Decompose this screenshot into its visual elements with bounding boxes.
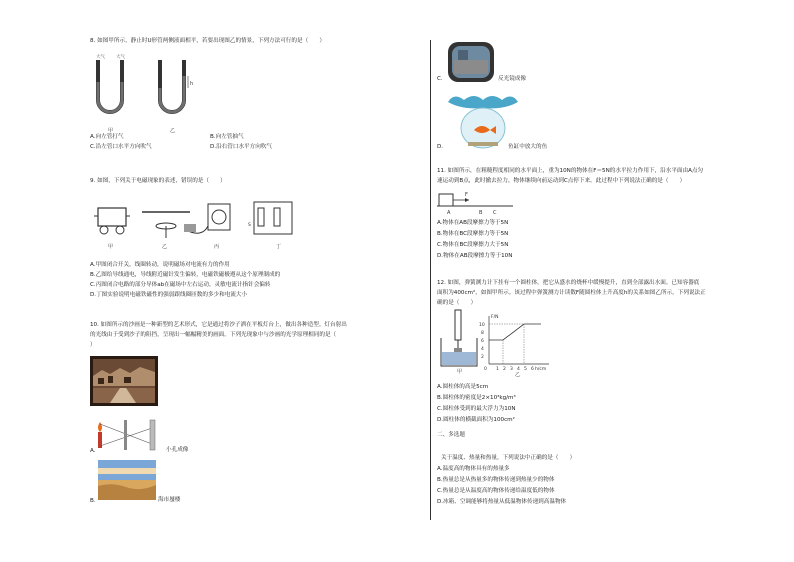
q13-option-b: B.热量总是从热量多的物体传递到热量少的物体 <box>437 477 555 483</box>
fig12-label-yi: 乙 <box>515 372 521 378</box>
mirage-image <box>98 460 156 500</box>
air-label-left: 大气 <box>96 55 105 60</box>
q10-stem-line2: 的光线由于受到沙子的阻挡，呈现出一幅幅精美的画面。下列光现象中与沙画的光学原理相同的是（ <box>90 332 337 338</box>
xtick-4: 4 <box>517 367 520 372</box>
section-multi-choice-heading: 二、多选题 <box>437 432 465 438</box>
graph-xlabel: h/cm <box>535 367 547 372</box>
point-a-label: A <box>447 210 451 216</box>
q11-option-c: C.物体在BC段摩擦力大于5N <box>437 242 509 248</box>
q12-stem-line2: 面积为400cm²，如图甲所示。该过程中弹簧测力计读数F随圆柱体上升高度h的关系如图乙所示，下列说法正 <box>437 290 706 296</box>
q13-option-a: A.温度高的物体具有的热量多 <box>437 466 510 472</box>
q11-option-a: A.物体在AB段摩擦力等于5N <box>437 220 509 226</box>
xtick-3: 3 <box>510 367 513 372</box>
q13-option-c: C.热量总是从温度高的物体传递给温度低的物体 <box>437 488 555 494</box>
svg-text:S: S <box>248 223 251 228</box>
q12-option-d: D.圆柱体的横截面积为100cm² <box>437 417 515 423</box>
q12-option-a: A.圆柱体的高是5cm <box>437 384 489 390</box>
point-b-label: B <box>479 210 483 216</box>
fishbowl-image <box>444 92 522 150</box>
ytick-4: 4 <box>481 347 484 352</box>
ytick-8: 8 <box>481 331 484 336</box>
q10-option-a-letter: A. <box>90 448 96 454</box>
q10-option-c-caption: 反光镜成像 <box>498 76 526 82</box>
sand-painting-image <box>90 356 158 406</box>
force-label: F <box>465 192 468 198</box>
graph-origin: 0 <box>484 367 487 372</box>
q8-option-a: A.向左管打气 <box>90 134 124 140</box>
fig9-label-bing: 丙 <box>214 244 220 250</box>
electromagnetism-figures <box>90 190 330 252</box>
q9-option-d: D.丁图实验说明电磁铁磁性的强弱跟线圈匝数的多少和电流大小 <box>90 292 248 298</box>
q9-option-a: A.甲图闭合开关，线圈转动，说明磁场对电流有力的作用 <box>90 262 230 268</box>
ytick-6: 6 <box>481 339 484 344</box>
h-label: h <box>190 81 194 87</box>
q13-option-d: D.冰箱、空调能够将热量从低温物体传递到高温物体 <box>437 499 567 505</box>
mirror-image <box>448 42 494 82</box>
q10-option-d-letter: D. <box>437 144 444 150</box>
q12-stem-line1: 12. 如图，弹簧测力计下挂有一个圆柱体，把它从盛水的烧杯中缓慢提升，直到全部露出水面。已知容器底 <box>437 280 700 286</box>
xtick-5: 5 <box>524 367 527 372</box>
q11-option-d: D.物体在AB段摩擦力等于10N <box>437 253 513 259</box>
fig9-label-ding: 丁 <box>276 244 282 250</box>
pinhole-imaging-image <box>90 416 170 454</box>
q10-option-d-caption: 鱼缸中放大的鱼 <box>508 144 548 150</box>
q10-stem-line1: 10. 如图所示的沙画是一种新型的艺术形式，它是通过将沙子洒在平板灯台上，做出各种造型。灯台射出 <box>90 322 347 328</box>
q8-option-c: C.沿左管口水平方向吹气 <box>90 144 152 150</box>
fig12-label-jia: 甲 <box>457 369 463 374</box>
fig9-label-jia: 甲 <box>108 244 114 250</box>
q8-option-b: B.向左管抽气 <box>210 134 244 140</box>
q10-option-a-caption: 小孔成像 <box>166 447 189 453</box>
q8-option-d: D.沿右管口水平方向吹气 <box>210 144 273 150</box>
graph-ylabel: F/N <box>491 315 499 320</box>
xtick-6: 6 <box>531 367 534 372</box>
column-divider <box>430 40 431 520</box>
q9-stem: 9. 如图，下列关于电磁现象的表述，错误的是（ ） <box>90 178 226 184</box>
ytick-2: 2 <box>481 355 484 360</box>
point-c-label: C <box>493 210 497 216</box>
q10-option-b-letter: B. <box>90 498 96 504</box>
q13-stem: 关于温度、热量和热量，下列说法中正确的是（ ） <box>441 455 576 461</box>
q8-stem: 8. 如图甲所示，静止时U形管两侧液面相平，若要出现图乙的情景，下列方法可行的是（ ） <box>90 38 325 44</box>
u-tube-figure <box>90 52 210 144</box>
q12-option-b: B.圆柱体的密度是2×10³kg/m³ <box>437 395 516 401</box>
fig9-label-yi: 乙 <box>162 244 168 250</box>
xtick-1: 1 <box>496 367 499 372</box>
q10-stem-line3: ） <box>90 342 96 348</box>
fig-label-yi: 乙 <box>170 128 176 134</box>
fig-label-jia: 甲 <box>108 128 114 134</box>
friction-figure <box>437 188 517 216</box>
xtick-2: 2 <box>503 367 506 372</box>
q10-option-c-letter: C. <box>437 76 443 82</box>
q10-option-b-caption: 海市蜃楼 <box>158 497 181 503</box>
q9-option-b: B.乙图给导线通电，导线附近磁针发生偏转，电磁铁磁极遵从这个原理制成的 <box>90 272 281 278</box>
q12-option-c: C.圆柱体受到的最大浮力为10N <box>437 406 516 412</box>
q11-stem-line2: 速运动到B点，此时撤去拉力，物体继续向前运动到C点停下来。此过程中下列说法正确的是（ ） <box>437 178 686 184</box>
q9-option-c: C.丙图闭合电路的部分导体ab在磁场中左右运动，灵敏电流计指针会偏转 <box>90 282 271 288</box>
air-label-right: 大气 <box>116 55 125 60</box>
q11-stem-line1: 11. 如图所示，在粗糙程度相同的水平面上，重为10N的物体在F＝5N的水平拉力作用下，沿水平面由A点匀 <box>437 168 704 174</box>
force-height-graph <box>475 312 555 378</box>
q11-option-b: B.物体在BC段摩擦力等于5N <box>437 231 509 237</box>
q12-stem-line3: 确的是（ ） <box>437 300 477 306</box>
ytick-10: 10 <box>479 323 485 328</box>
